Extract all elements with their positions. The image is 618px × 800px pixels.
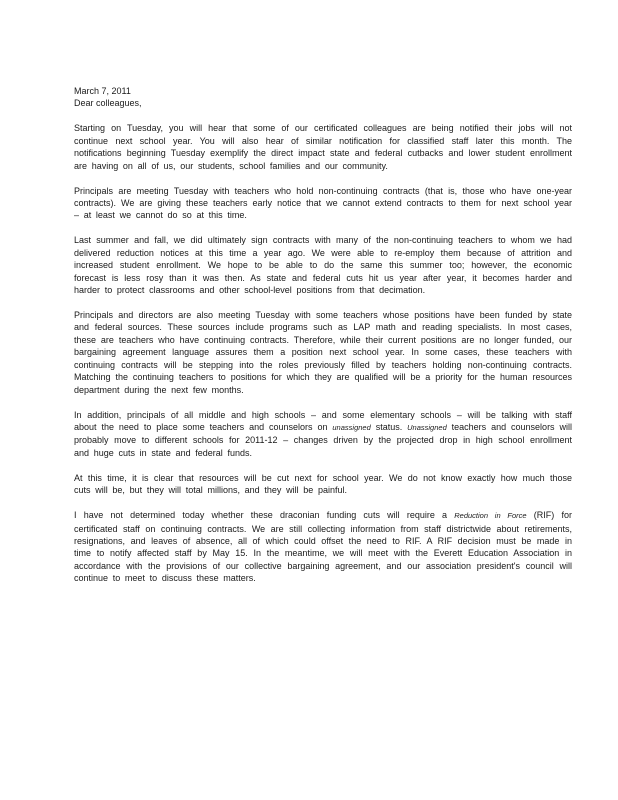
paragraph-2: Principals are meeting Tuesday with teachers who hold non-continuing contracts (that is, those who have one-year contracts). We are giving these teachers early notice that we cannot extend contracts to them for next school year – at least we cannot do so at this time. — [74, 185, 572, 221]
italic-reduction-in-force: Reduction in Force — [454, 511, 527, 521]
paragraph-7-text-b: (RIF) for certificated staff on continuing contracts. We are still collecting information from staff districtwide about retirements, resignations, and leaves of absence, all of which could offset the need to RIF. A RIF decision must be made in time to notify affected staff by May 15. In the meantime, we will meet with the Everett Education Association in accordance with the provisions of our collective bargaining agreement, and our association president's council will continue to meet to discuss these matters. — [74, 510, 572, 584]
paragraph-5-text-b: status. — [370, 421, 408, 432]
italic-unassigned-status: Unassigned — [407, 422, 447, 432]
letter-date: March 7, 2011 — [74, 86, 131, 96]
paragraph-5 — [74, 409, 572, 460]
letter-salutation: Dear colleagues, — [74, 98, 142, 109]
paragraph-7-text-a: I have not determined today whether these draconian funding cuts will require a — [74, 510, 455, 521]
paragraph-3: Last summer and fall, we did ultimately sign contracts with many of the non-continuing teachers to whom we had delivered reduction notices at this time a year ago. We were able to re-employ them because of attrition and increased student enrollment. We hope to be able to do the same this summer too; however, the economic forecast is less rosy than it was then. As state and federal cuts hit us year after year, it becomes harder and harder to protect classrooms and other school-level positions from that decimation. — [74, 235, 572, 296]
letter-body — [74, 85, 572, 597]
paragraph-5-text-a: In addition, principals of all middle and high schools – and some elementary schools – will be talking with staff about the need to place some teachers and counselors on — [74, 409, 572, 432]
letter-heading — [74, 85, 572, 110]
paragraph-5-text-c: teachers and counselors will probably move to different schools for 2011-12 – changes driven by the projected drop in high school enrollment and huge cuts in state and federal funds. — [74, 421, 572, 458]
paragraph-6: At this time, it is clear that resources will be cut next for school year. We do not know exactly how much those cuts will be, but they will total millions, and they will be painful. — [74, 472, 572, 496]
paragraph-4: Principals and directors are also meeting Tuesday with some teachers whose positions have been funded by state and federal sources. These sources include programs such as LAP math and reading specialists. In most cases, these are teachers who have continuing contracts. Therefore, while their current positions are no longer funded, our bargaining agreement language assures them a position next school year. In some cases, these teachers with continuing contracts will be stepping into the roles previously filled by teachers holding non-continuing contracts. Matching the continuing teachers to positions for which they are qualified will be a priority for the human resources department during the next few months. — [74, 310, 572, 395]
paragraph-1: Starting on Tuesday, you will hear that some of our certificated colleagues are being notified their jobs will not continue next school year. You will also hear of similar notification for classified staff later this month. The notifications beginning Tuesday exemplify the direct impact state and federal cutbacks and lower student enrollment are having on all of us, our students, school families and our community. — [74, 123, 572, 171]
italic-unassigned: unassigned — [332, 422, 371, 432]
paragraph-7 — [74, 509, 572, 584]
